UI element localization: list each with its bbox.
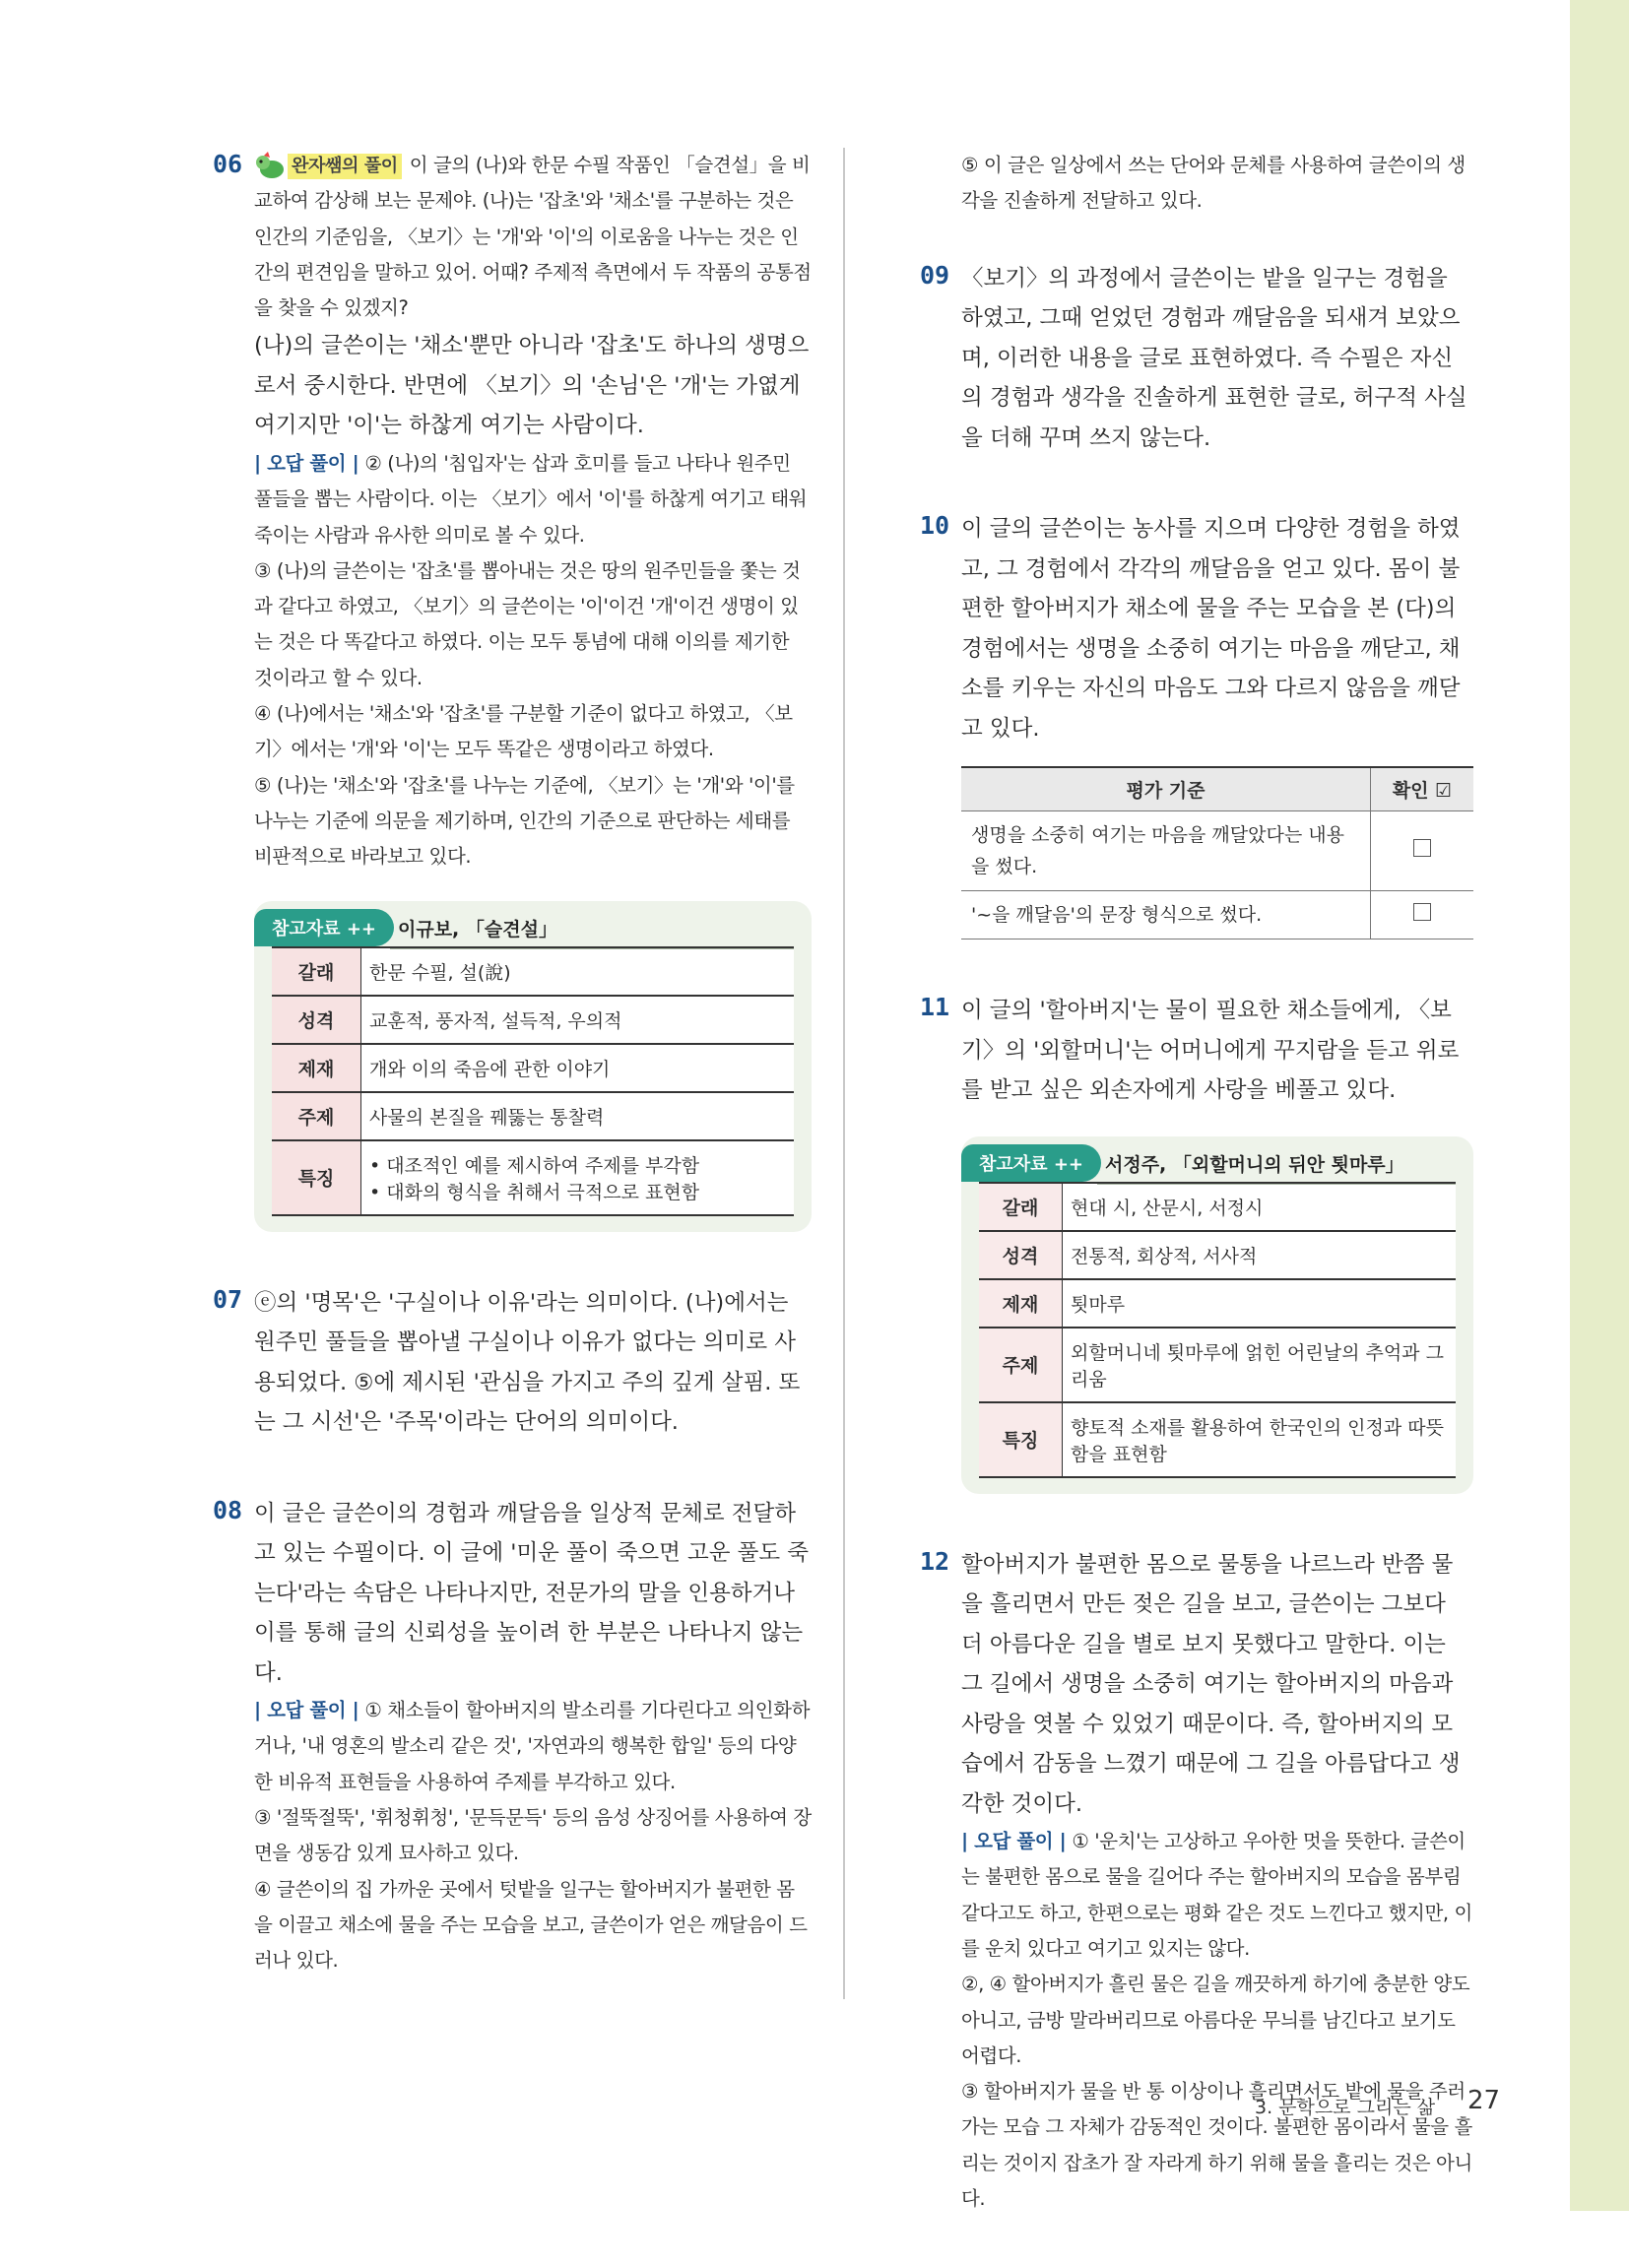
column-divider	[843, 148, 845, 1999]
wrong-answer-3: ③ '절뚝절뚝', '휘청휘청', '문득문득' 등의 음성 상징어를 사용하여 장면을 생동감 있게 묘사하고 있다.	[254, 1805, 812, 1865]
table-row: 생명을 소중히 여기는 마음을 깨달았다는 내용을 썼다.	[961, 811, 1473, 891]
answer-paragraph: ⓔ의 '명목'은 '구실이나 이유'라는 의미이다. (나)에서는 원주민 풀들을 뽑아낼 구실이나 이유가 없다는 의미로 사용되었다. ⑤에 제시된 '관심을 가지고 주의 깊게 살핌. 또는 그 시선'은 '주목'이라는 단어의 의미이다.	[254, 1289, 801, 1436]
wrong-answer-4: ④ (나)에서는 '채소'와 '잡초'를 구분할 기준이 없다고 하였고, 〈보기〉에서는 '개'와 '이'는 모두 똑같은 생명이라고 하였다.	[254, 702, 793, 761]
question-number: 12	[920, 1546, 950, 1576]
reference-title-rule	[1097, 1184, 1456, 1185]
wrong-answer-2: | 오답 풀이 | ② (나)의 '침입자'는 삽과 호미를 들고 나타나 원주민 풀들을 뽑는 사람이다. 이는 〈보기〉에서 '이'를 하찮게 여기고 태워 죽이는 사람과 유사한 의미로 볼 수 있다.	[254, 451, 808, 547]
wrong-answer-3: ③ (나)의 글쓴이는 '잡초'를 뽑아내는 것은 땅의 원주민들을 쫓는 것과 같다고 하였고, 〈보기〉의 글쓴이는 '이'이건 '개'이건 생명이 있는 것은 다 똑같다고 하였다. 이는 모두 통념에 대해 이의를 제기한 것이라고 할 수 있다.	[254, 558, 801, 689]
reference-table	[979, 1182, 1456, 1478]
wrong-answer-3: ③ 할아버지가 물을 반 통 이상이나 흘리면서도 밭에 물을 주러 가는 모습 그 자체가 감동적인 것이다. 불편한 몸이라서 물을 흘리는 것이지 잡초가 잘 자라게 하기 위해 물을 흘리는 것은 아니다.	[961, 2080, 1472, 2211]
wrong-answer-5: ⑤ 이 글은 일상에서 쓰는 단어와 문체를 사용하여 글쓴이의 생각을 진솔하게 전달하고 있다.	[961, 154, 1466, 213]
turtle-icon	[254, 152, 286, 181]
reference-tab: 참고자료 ++	[961, 1144, 1101, 1182]
answer-paragraph: 이 글의 '할아버지'는 물이 필요한 채소들에게, 〈보기〉의 '외할머니'는 어머니에게 꾸지람을 듣고 위로를 받고 싶은 외손자에게 사랑을 베풀고 있다.	[961, 998, 1460, 1104]
question-11	[922, 991, 1473, 1494]
table-row: 제재 툇마루	[979, 1279, 1456, 1328]
table-row: '~을 깨달음'의 문장 형식으로 썼다.	[961, 891, 1473, 940]
table-row: 갈래 한문 수필, 설(說)	[272, 947, 794, 996]
question-10	[922, 509, 1473, 940]
reference-box-seulgyeonseol	[254, 901, 812, 1232]
question-number: 11	[920, 993, 950, 1022]
table-row: 갈래 현대 시, 산문시, 서정시	[979, 1183, 1456, 1231]
side-color-band	[1570, 0, 1629, 2211]
checkbox[interactable]	[1413, 839, 1431, 857]
answer-paragraph: 〈보기〉의 과정에서 글쓴이는 밭을 일구는 경험을 하였고, 그때 얻었던 경험과 깨달음을 되새겨 보았으며, 이러한 내용을 글로 표현하였다. 즉 수필은 자신의 경험과 생각을 진솔하게 표현한 글로, 허구적 사실을 더해 꾸며 쓰지 않는다.	[961, 265, 1467, 451]
left-column	[215, 148, 812, 2030]
footer-chapter: 3. 문학으로 그리는 삶	[1255, 2097, 1436, 2118]
wrong-answer-4: ④ 글쓴이의 집 가까운 곳에서 텃밭을 일구는 할아버지가 불편한 몸을 이끌고 채소에 물을 주는 모습을 보고, 글쓴이가 얻은 깨달음이 드러나 있다.	[254, 1877, 808, 1973]
question-number: 06	[213, 150, 243, 178]
table-row: 특징 향토적 소재를 활용하여 한국인의 인정과 따뜻함을 표현함	[979, 1402, 1456, 1477]
reference-title: 서정주, 「외할머니의 뒤안 툇마루」	[1105, 1153, 1404, 1176]
checkbox[interactable]	[1413, 903, 1431, 921]
wrong-answer-1: | 오답 풀이 | ① '운치'는 고상하고 우아한 멋을 뜻한다. 글쓴이는 불편한 몸으로 물을 길어다 주는 할아버지의 모습을 몸부림 같다고도 하고, 한편으로는 평화 같은 것도 느낀다고 했지만, 이를 운치 있다고 여기고 있지는 않다.	[961, 1830, 1472, 1960]
table-row: 주제 외할머니네 툇마루에 얽힌 어린날의 추억과 그리움	[979, 1328, 1456, 1402]
table-header-row: 평가 기준 확인 ☑	[961, 767, 1473, 811]
question-08-continued	[922, 148, 1473, 220]
question-09	[922, 259, 1473, 459]
reference-tab: 참고자료 ++	[254, 909, 394, 946]
evaluation-table	[961, 766, 1473, 940]
reference-box-grandmother	[961, 1136, 1473, 1494]
answer-paragraph: (나)의 글쓴이는 '채소'뿐만 아니라 '잡초'도 하나의 생명으로서 중시한다. 반면에 〈보기〉의 '손님'은 '개'는 가엾게 여기지만 '이'는 하찮게 여기는 사람이다.	[254, 333, 810, 439]
right-column	[922, 148, 1473, 2268]
answer-paragraph: 이 글은 글쓴이의 경험과 깨달음을 일상적 문체로 전달하고 있는 수필이다. 이 글에 '미운 풀이 죽으면 고운 풀도 죽는다'라는 속담은 나타나지만, 전문가의 말을 인용하거나 이를 통해 글의 신뢰성을 높이려 한 부분은 나타나지 않는다.	[254, 1500, 810, 1686]
question-06	[215, 148, 812, 1232]
table-row: 특징 • 대조적인 예를 제시하여 주제를 부각함 • 대화의 형식을 취해서 극적으로 표현함	[272, 1140, 794, 1215]
wrong-answer-5: ⑤ (나)는 '채소'와 '잡초'를 나누는 기준에, 〈보기〉는 '개'와 '이'를 나누는 기준에 의문을 제기하며, 인간의 기준으로 판단하는 세태를 비판적으로 바라보고 있다.	[254, 773, 795, 869]
answer-paragraph: 이 글의 글쓴이는 농사를 지으며 다양한 경험을 하였고, 그 경험에서 각각의 깨달음을 얻고 있다. 몸이 불편한 할아버지가 채소에 물을 주는 모습을 본 (다)의 경험에서는 생명을 소중히 여기는 마음을 깨닫고, 채소를 키우는 자신의 마음도 그와 다르지 않음을 깨닫고 있다.	[961, 516, 1461, 742]
teacher-badge: 완자쌤의 풀이	[254, 152, 402, 181]
table-row: 성격 전통적, 회상적, 서사적	[979, 1231, 1456, 1279]
question-number: 10	[920, 511, 950, 541]
question-number: 08	[213, 1495, 243, 1524]
reference-title: 이규보, 「슬견설」	[398, 918, 557, 940]
wrong-answer-1: | 오답 풀이 | ① 채소들이 할아버지의 발소리를 기다린다고 의인화하거나, '내 영혼의 발소리 같은 것', '자연과의 행복한 합일' 등의 다양한 비유적 표현들을 사용하여 주제를 부각하고 있다.	[254, 1699, 811, 1793]
reference-table	[272, 946, 794, 1216]
question-08	[215, 1494, 812, 1979]
teacher-explanation: 완자쌤의 풀이 이 글의 (나)와 한문 수필 작품인 「슬견설」을 비교하여 감상해 보는 문제야. (나)는 '잡초'와 '채소'를 구분하는 것은 인간의 기준임을, 〈보기〉는 '개'와 '이'의 이로움을 나누는 것은 인간의 편견임을 말하고 있어. 어때? 주제적 측면에서 두 작품의 공통점을 찾을 수 있겠지?	[254, 148, 812, 326]
answer-paragraph: 할아버지가 불편한 몸으로 물통을 나르느라 반쯤 물을 흘리면서 만든 젖은 길을 보고, 글쓴이는 그보다 더 아름다운 길을 별로 보지 못했다고 말한다. 이는 그 길에서 생명을 소중히 여기는 할아버지의 마음과 사랑을 엿볼 수 있었기 때문이다. 즉, 할아버지의 모습에서 감동을 느꼈기 때문에 그 길을 아름답다고 생각한 것이다.	[961, 1551, 1461, 1817]
question-number: 07	[213, 1284, 243, 1314]
table-row: 주제 사물의 본질을 꿰뚫는 통찰력	[272, 1092, 794, 1140]
reference-title-rule	[390, 948, 794, 949]
page-number: 27	[1467, 2086, 1501, 2115]
question-07	[215, 1283, 812, 1443]
wrong-answer-2-4: ②, ④ 할아버지가 흘린 물은 길을 깨끗하게 하기에 충분한 양도 아니고, 금방 말라버리므로 아름다운 무늬를 남긴다고 보기도 어렵다.	[961, 1973, 1470, 2067]
table-row: 성격 교훈적, 풍자적, 설득적, 우의적	[272, 996, 794, 1044]
question-number: 09	[920, 260, 950, 290]
table-row: 제재 개와 이의 죽음에 관한 이야기	[272, 1044, 794, 1092]
